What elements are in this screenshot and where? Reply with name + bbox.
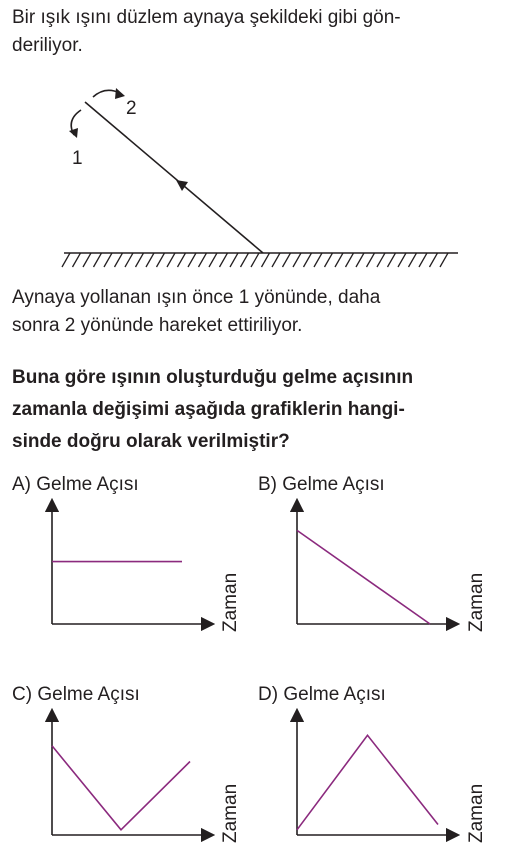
hatch-line	[283, 253, 291, 267]
prompt-line-2: zamanla değişimi aşağıda grafiklerin hangi-	[12, 399, 405, 420]
direction-label-1: 1	[72, 148, 83, 169]
hatch-line	[199, 253, 207, 267]
hatch-line	[125, 253, 133, 267]
prompt-line-3: sinde doğru olarak verilmiştir?	[12, 431, 290, 452]
hatch-line	[335, 253, 343, 267]
hatch-line	[367, 253, 375, 267]
rotation-arrow-1-head-icon	[69, 128, 78, 138]
hatch-line	[440, 253, 448, 267]
hatch-line	[377, 253, 385, 267]
hatch-line	[146, 253, 154, 267]
x-axis-label: Zaman	[220, 572, 241, 632]
direction-label-2: 2	[126, 98, 137, 119]
graph-c-curve	[52, 746, 190, 830]
hatch-line	[430, 253, 438, 267]
graph-d	[297, 715, 487, 843]
hatch-line	[230, 253, 238, 267]
graph-b-curve	[297, 530, 430, 624]
hatch-line	[262, 253, 270, 267]
x-axis-label: Zaman	[466, 783, 487, 843]
hatch-line	[167, 253, 175, 267]
graph-c	[52, 715, 241, 843]
light-ray	[85, 102, 263, 253]
hatch-line	[325, 253, 333, 267]
hatch-line	[293, 253, 301, 267]
option-ylabel: Gelme Açısı	[282, 474, 385, 495]
hatch-line	[115, 253, 123, 267]
hatch-line	[220, 253, 228, 267]
rotation-arrow-2-head-icon	[115, 88, 125, 99]
hatch-line	[272, 253, 280, 267]
hatch-line	[346, 253, 354, 267]
hatch-line	[157, 253, 165, 267]
hatch-line	[104, 253, 112, 267]
hatch-line	[304, 253, 312, 267]
hatch-line	[209, 253, 217, 267]
option-letter: C)	[12, 684, 33, 705]
hatch-line	[136, 253, 144, 267]
option-ylabel: Gelme Açısı	[37, 684, 140, 705]
prompt-line-1: Buna göre ışının oluşturduğu gelme açısının	[12, 367, 414, 388]
intro-line-1: Bir ışık ışını düzlem aynaya şekildeki gibi gön-	[12, 7, 401, 28]
body-line-2: sonra 2 yönünde hareket ettiriliyor.	[12, 315, 303, 336]
hatch-line	[356, 253, 364, 267]
hatch-line	[73, 253, 81, 267]
option-letter: D)	[258, 684, 279, 705]
hatch-line	[419, 253, 427, 267]
body-line-1: Aynaya yollanan ışın önce 1 yönünde, daha	[12, 287, 381, 308]
intro-line-2: deriliyor.	[12, 35, 83, 56]
hatch-line	[241, 253, 249, 267]
hatch-line	[94, 253, 102, 267]
graph-b	[297, 505, 487, 632]
x-axis-label: Zaman	[220, 783, 241, 843]
option-ylabel: Gelme Açısı	[36, 474, 139, 495]
hatch-line	[409, 253, 417, 267]
hatch-line	[188, 253, 196, 267]
x-axis-label: Zaman	[466, 572, 487, 632]
hatch-line	[388, 253, 396, 267]
mirror-diagram	[62, 88, 458, 267]
hatch-line	[62, 253, 70, 267]
hatch-line	[83, 253, 91, 267]
option-letter: B)	[258, 474, 277, 495]
hatch-line	[251, 253, 259, 267]
hatch-line	[314, 253, 322, 267]
mirror-hatching	[62, 253, 448, 267]
option-letter: A)	[12, 474, 31, 495]
hatch-line	[178, 253, 186, 267]
option-ylabel: Gelme Açısı	[283, 684, 386, 705]
graph-a	[52, 505, 241, 632]
graph-d-curve	[297, 735, 438, 830]
ray-direction-arrow	[176, 180, 188, 191]
hatch-line	[398, 253, 406, 267]
